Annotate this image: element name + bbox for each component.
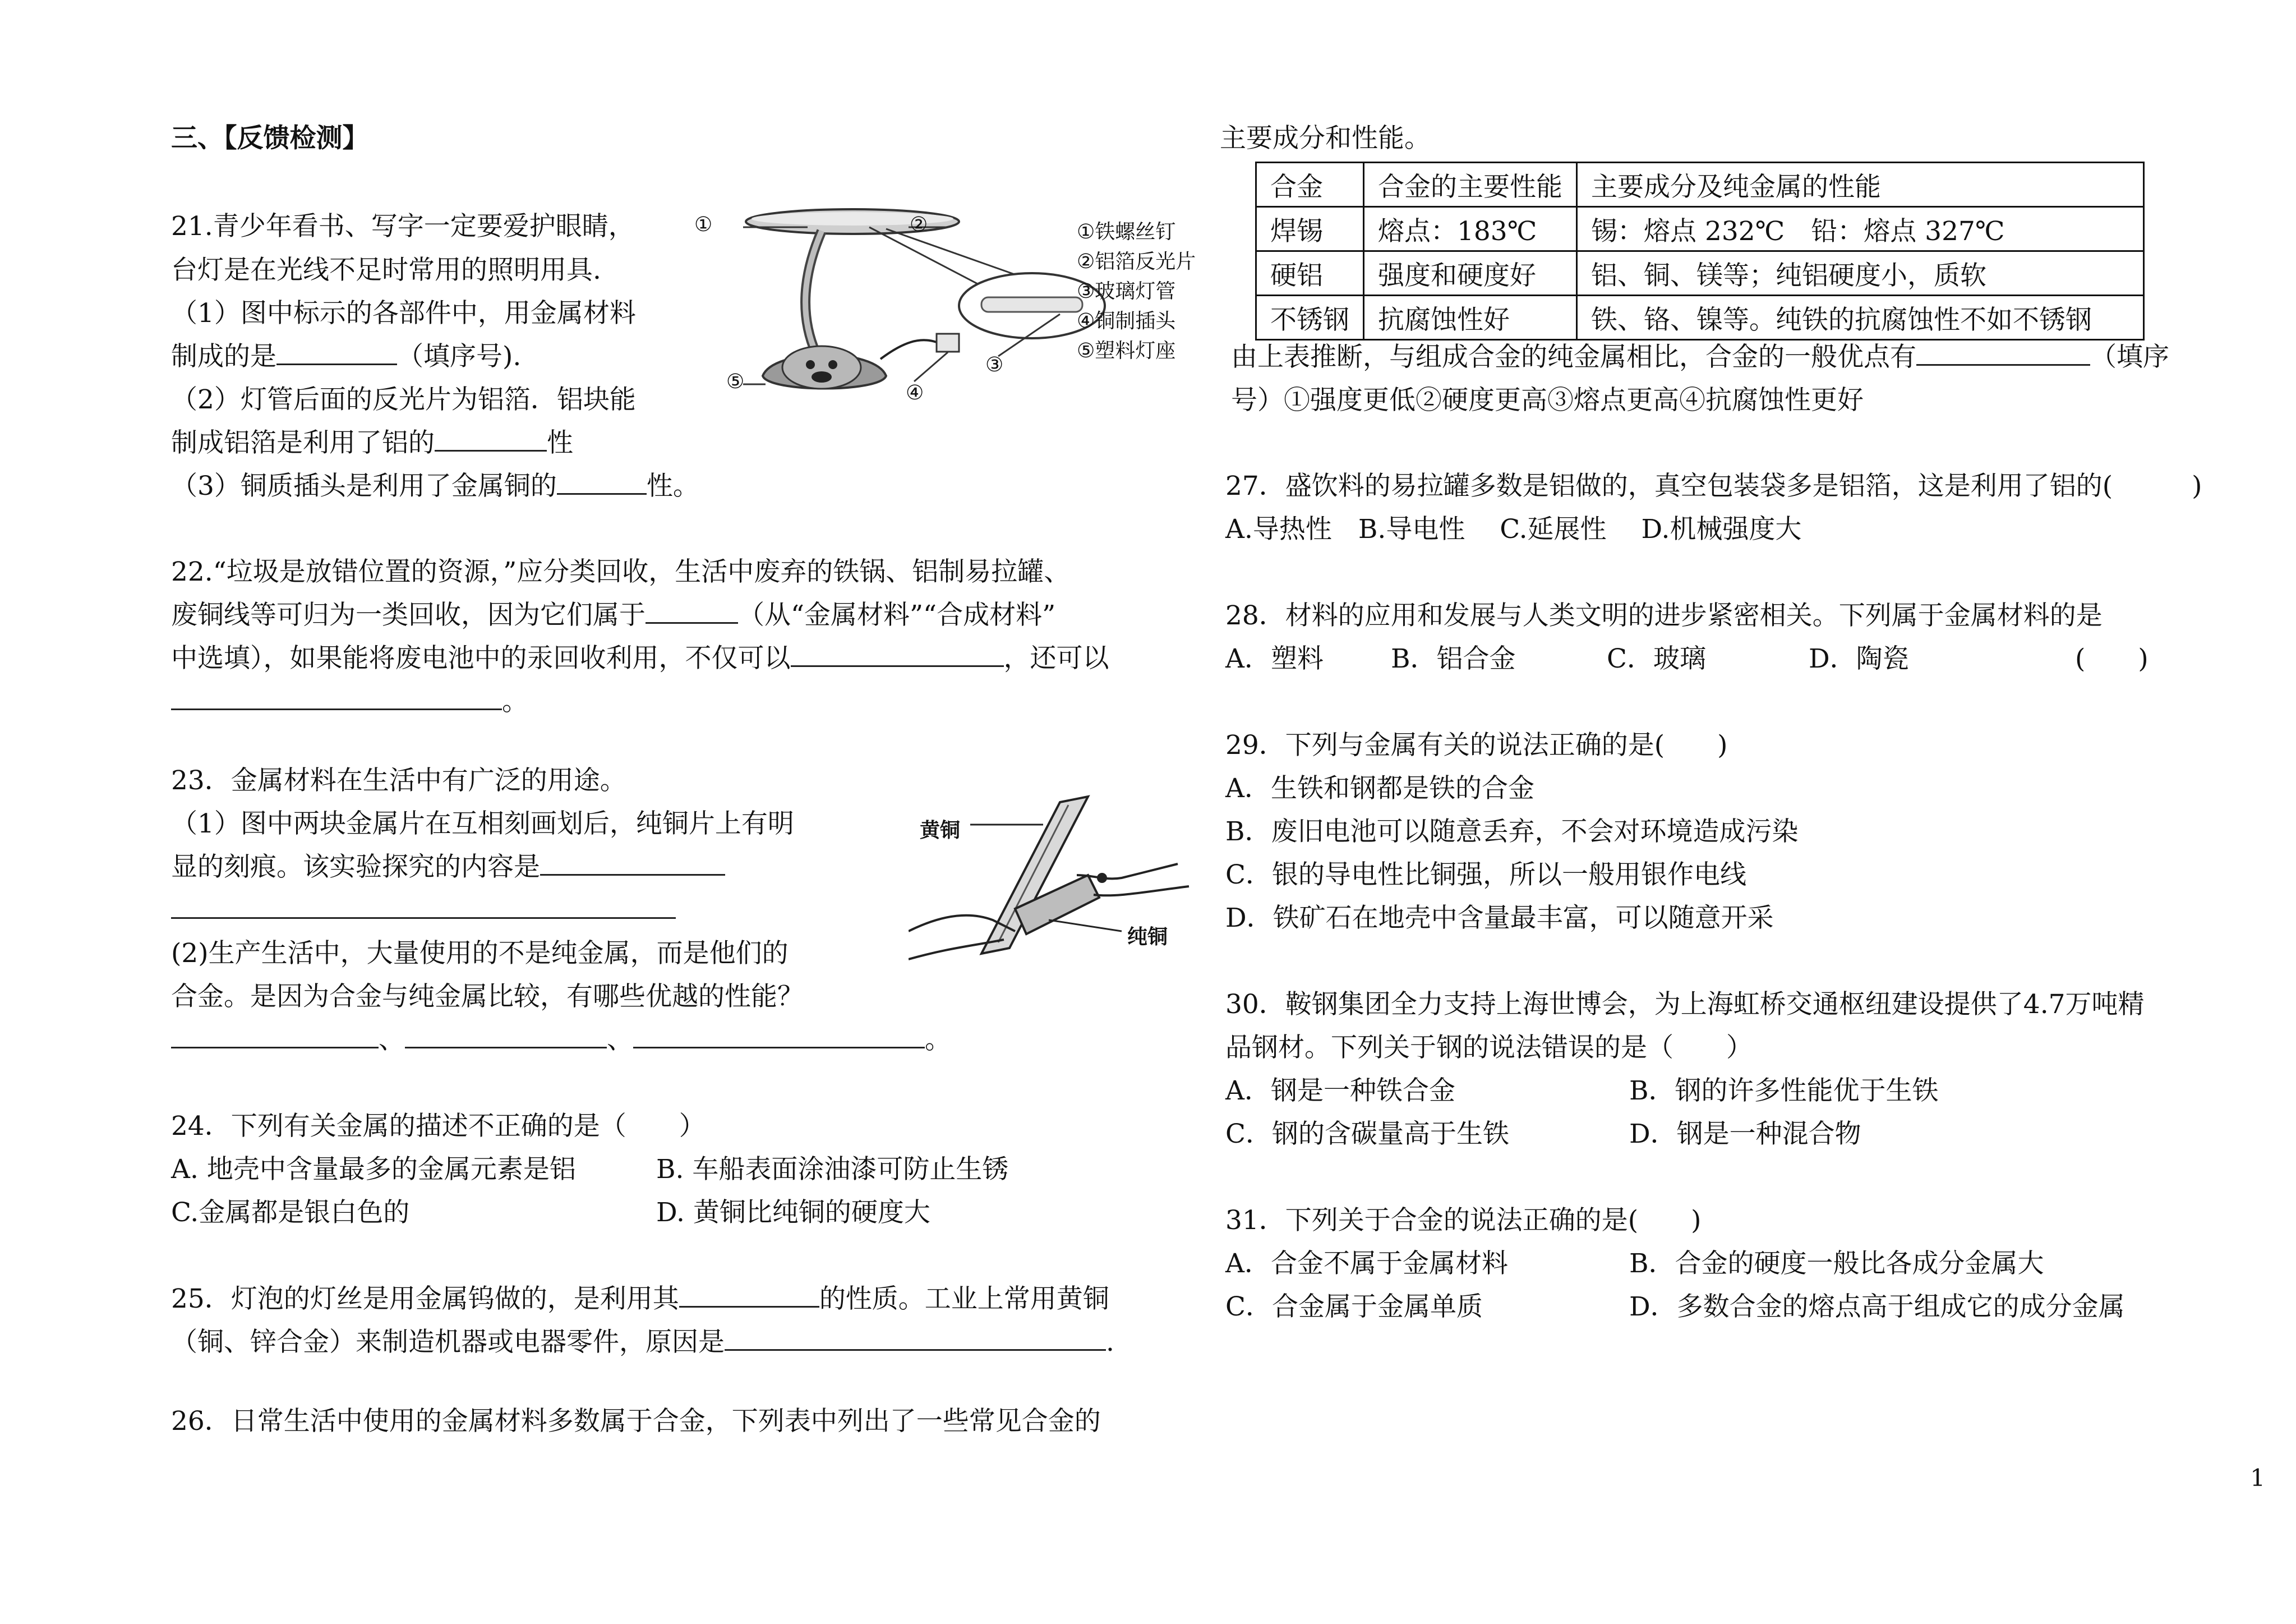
- q25-text: 的性质。工业上常用黄铜: [819, 1283, 1109, 1314]
- q22-line-4: [171, 684, 528, 720]
- q25-text: 25．灯泡的灯丝是用金属钨做的，是利用其: [171, 1283, 679, 1314]
- table-header-cell: 合金的主要性能: [1364, 163, 1577, 207]
- q21-line-4: [171, 339, 521, 375]
- legend-5: ⑤塑料灯座: [1077, 339, 1176, 362]
- section-title: 三、【反馈检测】: [171, 123, 369, 154]
- q23-answer-blank-3[interactable]: [171, 1022, 379, 1048]
- table-row: [1256, 207, 2144, 251]
- q21-text: 性。: [646, 471, 699, 502]
- q24-option-c[interactable]: C.金属都是银白色的: [171, 1197, 410, 1228]
- q22-text: 中选填），如果能将废电池中的汞回收利用，不仅可以: [171, 643, 791, 674]
- table-row: [1256, 251, 2144, 296]
- q23-answer-blank-5[interactable]: [633, 1022, 925, 1048]
- q23-text: 。: [925, 1024, 951, 1055]
- q21-line-5: （2）灯管后面的反光片为铝箔．铝块能: [171, 384, 636, 415]
- q23-line-5: (2)生产生活中，大量使用的不是纯金属，而是他们的: [171, 938, 789, 969]
- legend-4: ④铜制插头: [1077, 310, 1176, 333]
- table-cell: 铝、铜、镁等；纯铝硬度小，质软: [1577, 251, 2144, 296]
- table-cell: 强度和硬度好: [1364, 251, 1577, 296]
- q22-answer-blank-3[interactable]: [171, 684, 502, 710]
- q21-text: 性: [547, 427, 573, 458]
- q26-line-1: 26．日常生活中使用的金属材料多数属于合金，下列表中列出了一些常见合金的: [171, 1406, 1101, 1437]
- q30-option-b[interactable]: B．钢的许多性能优于生铁: [1629, 1075, 1939, 1106]
- q24-stem: 24．下列有关金属的描述不正确的是（ ）: [171, 1111, 706, 1142]
- q26-text: （填序: [2090, 342, 2169, 372]
- table-header-row: [1256, 163, 2144, 207]
- q21-line-3: （1）图中标示的各部件中，用金属材料: [171, 298, 636, 329]
- q23-line-1: 23．金属材料在生活中有广泛的用途。: [171, 765, 626, 796]
- q21-answer-blank-1[interactable]: [276, 339, 397, 365]
- q23-text: 显的刻痕。该实验探究的内容是: [171, 852, 540, 882]
- legend-1: ①铁螺丝钉: [1077, 220, 1176, 243]
- q21-answer-blank-2[interactable]: [435, 425, 547, 452]
- page-number: 1: [2250, 1464, 2265, 1492]
- table-cell: 不锈钢: [1256, 296, 1364, 340]
- q24-option-a[interactable]: A. 地壳中含量最多的金属元素是铝: [171, 1154, 576, 1185]
- table-header-cell: 合金: [1256, 163, 1364, 207]
- q28-option-c[interactable]: C．玻璃: [1607, 643, 1706, 674]
- label-3: ③: [985, 353, 1004, 376]
- q21-line-2: 台灯是在光线不足时常用的照明用具.: [171, 255, 601, 286]
- table-cell: 焊锡: [1256, 207, 1364, 251]
- label-4: ④: [906, 381, 924, 404]
- q21-answer-blank-3[interactable]: [557, 468, 647, 495]
- q22-line-2: [171, 597, 1055, 633]
- label-2: ②: [910, 213, 928, 236]
- q23-answer-blank-2[interactable]: [171, 892, 676, 919]
- q26-line-4: 号）①强度更低②硬度更高③熔点更高④抗腐蚀性更好: [1231, 385, 1864, 416]
- legend-3: ③玻璃灯管: [1077, 280, 1176, 303]
- q23-answer-blank-1[interactable]: [540, 849, 725, 876]
- label-1: ①: [694, 213, 713, 236]
- q25-line-2: [171, 1324, 1114, 1360]
- q29-option-c[interactable]: C．银的导电性比铜强，所以一般用银作电线: [1225, 859, 1746, 890]
- q21-text: （3）铜质插头是利用了金属铜的: [171, 471, 557, 502]
- q29-option-a[interactable]: A．生铁和钢都是铁的合金: [1225, 773, 1534, 804]
- q31-option-a[interactable]: A．合金不属于金属材料: [1225, 1248, 1508, 1279]
- label-pure-copper: 纯铜: [1127, 925, 1168, 949]
- q22-text: 。: [502, 686, 528, 717]
- table-cell: 铁、铬、镍等。纯铁的抗腐蚀性不如不锈钢: [1577, 296, 2144, 340]
- q30-option-a[interactable]: A．钢是一种铁合金: [1225, 1075, 1455, 1106]
- table-cell: 硬铝: [1256, 251, 1364, 296]
- alloy-table: [1255, 162, 2145, 341]
- q23-answer-blank-4[interactable]: [405, 1022, 607, 1048]
- q25-line-1: [171, 1281, 1109, 1317]
- q23-text: 、: [607, 1024, 633, 1055]
- q26-answer-blank[interactable]: [1916, 339, 2090, 366]
- table-cell: 锡：熔点 232℃ 铅：熔点 327℃: [1577, 207, 2144, 251]
- q24-option-b[interactable]: B. 车船表面涂油漆可防止生锈: [656, 1154, 1009, 1185]
- q30-line-1: 30．鞍钢集团全力支持上海世博会，为上海虹桥交通枢纽建设提供了4.7万吨精: [1225, 989, 2145, 1020]
- q30-line-2: 品钢材。下列关于钢的说法错误的是（ ）: [1225, 1032, 1753, 1063]
- q27-stem: 27．盛饮料的易拉罐多数是铝做的，真空包装袋多是铝箔，这是利用了铝的( ): [1225, 471, 2202, 502]
- q22-line-1: 22.“垃圾是放错位置的资源，”应分类回收，生活中废弃的铁锅、铝制易拉罐、: [171, 556, 1071, 587]
- q26-line-2: 主要成分和性能。: [1220, 123, 1431, 154]
- q21-line-1: 21.青少年看书、写字一定要爱护眼睛，: [171, 211, 635, 242]
- q27-options[interactable]: A.导热性 B.导电性 C.延展性 D.机械强度大: [1225, 514, 1802, 545]
- q25-answer-blank-2[interactable]: [725, 1324, 1106, 1351]
- q28-stem: 28．材料的应用和发展与人类文明的进步紧密相关。下列属于金属材料的是: [1225, 600, 2103, 631]
- q31-option-b[interactable]: B．合金的硬度一般比各成分金属大: [1629, 1248, 2044, 1279]
- q25-text: .: [1106, 1327, 1114, 1358]
- q23-line-3: [171, 849, 725, 885]
- q23-line-7: [171, 1022, 951, 1058]
- q28-answer-paren[interactable]: ( ): [2075, 643, 2149, 674]
- q31-option-d[interactable]: D．多数合金的熔点高于组成它的成分金属: [1629, 1291, 2125, 1322]
- q26-line-3: [1231, 339, 2169, 375]
- q29-option-d[interactable]: D．铁矿石在地壳中含量最丰富，可以随意开采: [1225, 903, 1774, 933]
- q21-line-6: [171, 425, 573, 461]
- q25-answer-blank-1[interactable]: [679, 1281, 819, 1308]
- legend-2: ②铝箔反光片: [1077, 250, 1196, 273]
- label-brass: 黄铜: [920, 818, 961, 842]
- q22-answer-blank-1[interactable]: [646, 597, 738, 624]
- q28-option-a[interactable]: A．塑料: [1225, 643, 1324, 674]
- q22-text: （从“金属材料”“合成材料”: [738, 600, 1056, 631]
- q23-line-6: 合金。是因为合金与纯金属比较，有哪些优越的性能？: [171, 981, 804, 1012]
- table-row: [1256, 296, 2144, 340]
- q21-text: 制成铝箔是利用了铝的: [171, 427, 435, 458]
- q29-stem: 29．下列与金属有关的说法正确的是( ): [1225, 730, 1728, 761]
- q28-option-d[interactable]: D．陶瓷: [1809, 643, 1909, 674]
- q21-line-7: [171, 468, 699, 504]
- q26-text: 由上表推断，与组成合金的纯金属相比，合金的一般优点有: [1231, 342, 1916, 372]
- q29-option-b[interactable]: B．废旧电池可以随意丢弃，不会对环境造成污染: [1225, 816, 1799, 847]
- q24-option-d[interactable]: D. 黄铜比纯铜的硬度大: [656, 1197, 930, 1228]
- q30-option-d[interactable]: D．钢是一种混合物: [1629, 1119, 1861, 1149]
- table-cell: 熔点：183℃: [1364, 207, 1577, 251]
- q28-option-b[interactable]: B．铝合金: [1391, 643, 1516, 674]
- q22-text: ，还可以: [1003, 643, 1109, 674]
- q22-line-3: [171, 641, 1109, 677]
- table-cell: 抗腐蚀性好: [1364, 296, 1577, 340]
- q23-line-4: [171, 892, 676, 928]
- q22-answer-blank-2[interactable]: [791, 641, 1004, 667]
- q31-option-c[interactable]: C．合金属于金属单质: [1225, 1291, 1483, 1322]
- q30-option-c[interactable]: C．钢的含碳量高于生铁: [1225, 1119, 1509, 1149]
- q23-text: 、: [379, 1024, 405, 1055]
- scratch-test-figure: [909, 791, 1223, 976]
- q21-text: （填序号).: [397, 341, 522, 372]
- q31-stem: 31．下列关于合金的说法正确的是( ): [1225, 1205, 1702, 1236]
- q25-text: （铜、锌合金）来制造机器或电器零件，原因是: [171, 1327, 725, 1358]
- label-5: ⑤: [726, 370, 745, 393]
- q21-text: 制成的是: [171, 341, 276, 372]
- q22-text: 废铜线等可归为一类回收，因为它们属于: [171, 600, 646, 631]
- table-header-cell: 主要成分及纯金属的性能: [1577, 163, 2144, 207]
- q23-line-2: （1）图中两块金属片在互相刻画划后，纯铜片上有明: [171, 808, 794, 839]
- desk-lamp-figure: [694, 196, 1234, 415]
